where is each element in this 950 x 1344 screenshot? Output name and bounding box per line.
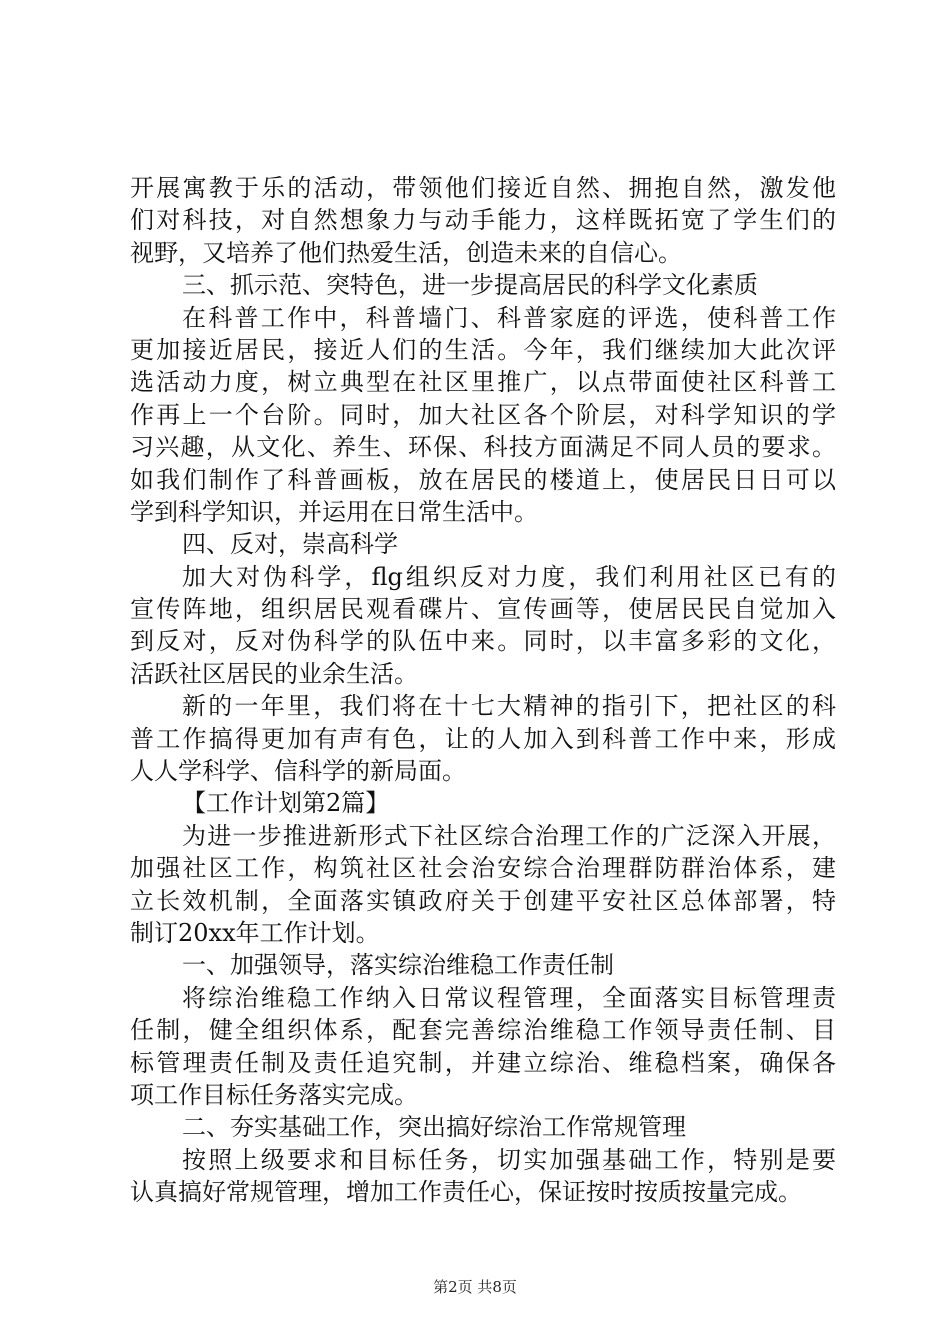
- paragraph-line: 制订20xx年工作计划。: [130, 918, 380, 947]
- paragraph-line: 任制，健全组织体系，配套完善综治维稳工作领导责任制、目: [130, 1016, 836, 1045]
- paragraph-line: 作再上一个台阶。同时，加大社区各个阶层，对科学知识的学: [130, 400, 836, 429]
- paragraph-line: 活跃社区居民的业余生活。: [130, 659, 418, 688]
- paragraph-line: 加大对伪科学，flg组织反对力度，我们利用社区已有的: [182, 562, 836, 591]
- section-heading: 二、夯实基础工作，突出搞好综治工作常规管理: [182, 1113, 686, 1142]
- paragraph-line: 宣传阵地，组织居民观看碟片、宣传画等，使居民民自觉加入: [130, 595, 836, 624]
- paragraph-line: 人人学科学、信科学的新局面。: [130, 757, 466, 786]
- paragraph-line: 们对科技，对自然想象力与动手能力，这样既拓宽了学生们的: [130, 206, 836, 235]
- paragraph-line: 新的一年里，我们将在十七大精神的指引下，把社区的科: [182, 692, 836, 721]
- section-heading: 三、抓示范、突特色，进一步提高居民的科学文化素质: [182, 271, 758, 300]
- paragraph-line: 按照上级要求和目标任务，切实加强基础工作，特别是要: [182, 1145, 836, 1174]
- page-number-footer: 第2页 共8页: [433, 1278, 517, 1296]
- section-heading: 四、反对，崇高科学: [182, 530, 398, 559]
- paragraph-line: 视野，又培养了他们热爱生活，创造未来的自信心。: [130, 238, 682, 267]
- paragraph-line: 为进一步推进新形式下社区综合治理工作的广泛深入开展，: [182, 821, 836, 850]
- paragraph-line: 加强社区工作，构筑社区社会治安综合治理群防群治体系，建: [130, 854, 836, 883]
- paragraph-line: 认真搞好常规管理，增加工作责任心，保证按时按质按量完成。: [130, 1178, 802, 1207]
- paragraph-line: 到反对，反对伪科学的队伍中来。同时，以丰富多彩的文化，: [130, 627, 836, 656]
- paragraph-line: 如我们制作了科普画板，放在居民的楼道上，使居民日日可以: [130, 465, 836, 494]
- document-body: [130, 172, 836, 1209]
- paragraph-line: 将综治维稳工作纳入日常议程管理，全面落实目标管理责: [182, 983, 836, 1012]
- paragraph-line: 立长效机制，全面落实镇政府关于创建平安社区总体部署，特: [130, 886, 836, 915]
- paragraph-line: 习兴趣，从文化、养生、环保、科技方面满足不同人员的要求。: [130, 433, 836, 462]
- paragraph-line: 标管理责任制及责任追究制，并建立综治、维稳档案，确保各: [130, 1048, 836, 1077]
- paragraph-line: 项工作目标任务落实完成。: [130, 1080, 418, 1109]
- article-title: 【工作计划第2篇】: [182, 789, 390, 818]
- section-heading: 一、加强领导，落实综治维稳工作责任制: [182, 951, 614, 980]
- paragraph-line: 更加接近居民，接近人们的生活。今年，我们继续加大此次评: [130, 335, 836, 364]
- paragraph-line: 普工作搞得更加有声有色，让的人加入到科普工作中来，形成: [130, 724, 836, 753]
- paragraph-line: 选活动力度，树立典型在社区里推广，以点带面使社区科普工: [130, 368, 836, 397]
- paragraph-line: 在科普工作中，科普墙门、科普家庭的评选，使科普工作: [182, 303, 836, 332]
- paragraph-line: 开展寓教于乐的活动，带领他们接近自然、拥抱自然，激发他: [130, 174, 836, 202]
- paragraph-line: 学到科学知识，并运用在日常生活中。: [130, 497, 538, 526]
